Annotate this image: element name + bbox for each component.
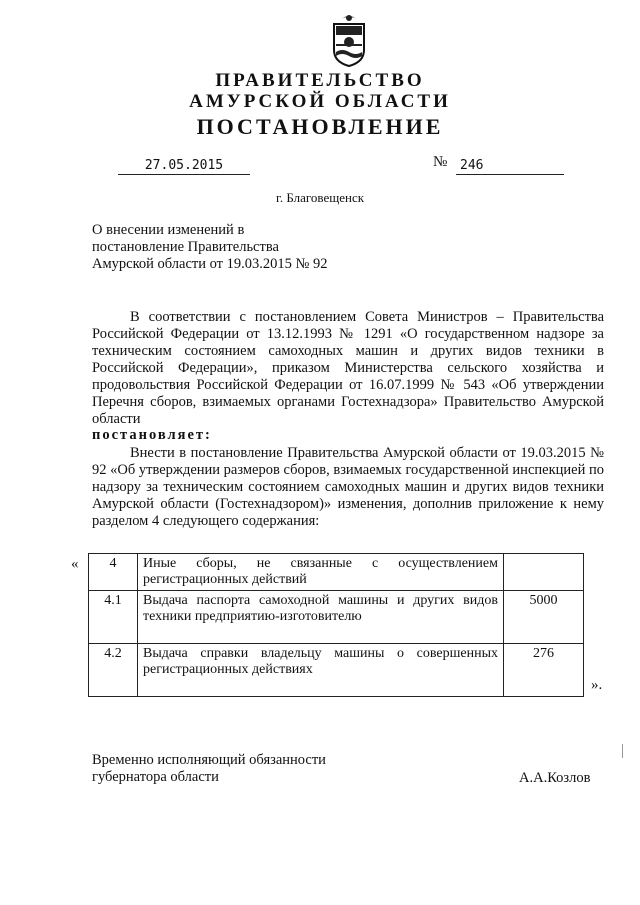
city: г. Благовещенск — [275, 190, 365, 205]
coat-of-arms-icon — [326, 12, 372, 68]
issuer-line-2: АМУРСКОЙ ОБЛАСТИ — [189, 91, 451, 112]
row-number: 4.2 — [89, 644, 138, 697]
row-text: Выдача паспорта самоходной машины и других видов техники предприятию-изготовителю — [138, 591, 504, 644]
row-number: 4.1 — [89, 591, 138, 644]
preamble-paragraph: В соответствии с постановлением Совета Министров – Правительства Российской Федерации от 13.12.1993 № 1291 «О государственном надзоре за техническим состоянием самоходных машин и других видов техники в Российской Федерации», приказом Министерства сельского хозяйства и продовольствия Российской Федерации от 16.07.1999 № 543 «Об утверждении Перечня сборов, взимаемых органами Гостехнадзора» Правительство Амурской области — [92, 309, 604, 427]
signatory-title-line: Временно исполняющий обязанности — [92, 752, 326, 768]
document-number: 246 — [456, 158, 564, 175]
issuer-line-1: ПРАВИТЕЛЬСТВО — [215, 70, 425, 91]
subject-line: О внесении изменений в — [92, 222, 245, 238]
subject — [92, 222, 327, 273]
table-row — [89, 554, 584, 591]
open-quote: « — [71, 556, 79, 572]
number-label: № — [433, 154, 448, 170]
document-type: ПОСТАНОВЛЕНИЕ — [196, 114, 444, 139]
margin-mark — [622, 744, 623, 758]
row-amount — [504, 554, 584, 591]
subject-line: постановление Правительства — [92, 239, 279, 255]
row-amount: 5000 — [504, 591, 584, 644]
table-row — [89, 591, 584, 644]
close-quote: ». — [591, 677, 603, 693]
row-text: Выдача справки владельцу машины о совершенных регистрационных действиях — [138, 644, 504, 697]
signatory-title-line: губернатора области — [92, 769, 219, 785]
fees-table — [88, 553, 584, 697]
row-amount: 276 — [504, 644, 584, 697]
row-number: 4 — [89, 554, 138, 591]
signatory-name: А.А.Козлов — [519, 770, 591, 786]
row-text: Иные сборы, не связанные с осуществлением регистрационных действий — [138, 554, 504, 591]
amend-paragraph: Внести в постановление Правительства Амурской области от 19.03.2015 № 92 «Об утверждении размеров сборов, взимаемых государственной инспекцией по надзору за техническим состоянием самоходных машин и других видов техники Амурской области (Гостехнадзором)» изменения, дополнив приложение к нему разделом 4 следующего содержания: — [92, 445, 604, 529]
signatory-title — [92, 752, 326, 786]
document-date: 27.05.2015 — [118, 158, 250, 175]
table-row — [89, 644, 584, 697]
decree-word: постановляет: — [92, 427, 212, 443]
subject-line: Амурской области от 19.03.2015 № 92 — [92, 256, 328, 272]
